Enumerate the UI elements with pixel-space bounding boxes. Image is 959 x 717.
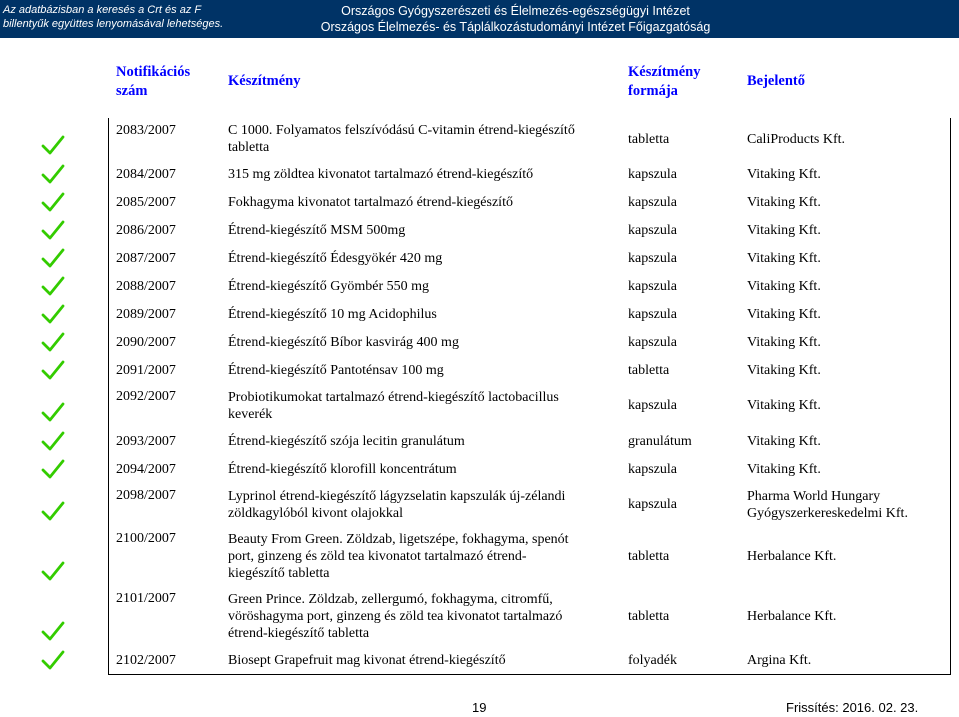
product-name <box>228 461 457 478</box>
table-border <box>950 118 951 674</box>
reporter-name-line: CaliProducts Kft. <box>747 131 845 147</box>
reporter-name <box>747 433 821 450</box>
product-name-line: port, ginzeng és zöld tea kivonatot tartalmazó étrend- <box>228 548 527 564</box>
product-name <box>228 122 575 156</box>
check-icon <box>40 401 66 423</box>
product-name-line: Étrend-kiegészítő Gyömbér 550 mg <box>228 278 430 294</box>
reporter-name-line: Gyógyszerkereskedelmi Kft. <box>747 505 908 521</box>
notification-number: 2090/2007 <box>116 334 176 350</box>
notification-number: 2101/2007 <box>116 591 176 606</box>
product-form: kapszula <box>628 250 677 266</box>
check-icon <box>40 303 66 325</box>
product-name-line: Étrend-kiegészítő MSM 500mg <box>228 222 406 238</box>
product-name-line: Probiotikumokat tartalmazó étrend-kiegészítő lactobacillus <box>228 389 559 405</box>
product-form: tabletta <box>628 362 670 378</box>
product-form: kapszula <box>628 398 677 413</box>
product-name-line: Étrend-kiegészítő szója lecitin granulátum <box>228 433 465 449</box>
product-name-line: 315 mg zöldtea kivonatot tartalmazó étrend-kiegészítő <box>228 166 534 182</box>
check-icon <box>40 219 66 241</box>
notification-number: 2083/2007 <box>116 123 176 138</box>
check-icon <box>40 359 66 381</box>
reporter-name <box>747 166 821 183</box>
notification-number: 2085/2007 <box>116 194 176 210</box>
product-name <box>228 194 513 211</box>
notification-number: 2094/2007 <box>116 461 176 477</box>
product-form: kapszula <box>628 334 677 350</box>
product-name <box>228 250 442 267</box>
product-name-line: C 1000. Folyamatos felszívódású C-vitamin étrend-kiegészítő <box>228 123 575 138</box>
reporter-name <box>747 548 836 565</box>
reporter-name-line: Vitaking Kft. <box>747 194 821 210</box>
check-icon <box>40 247 66 269</box>
product-name-line: tabletta <box>228 140 270 155</box>
reporter-name <box>747 306 821 323</box>
reporter-name <box>747 334 821 351</box>
reporter-name-line: Vitaking Kft. <box>747 222 821 238</box>
reporter-name-line: Vitaking Kft. <box>747 433 821 449</box>
check-icon <box>40 560 66 582</box>
notification-number: 2091/2007 <box>116 362 176 378</box>
product-name-line: étrend-kiegészítő tabletta <box>228 625 370 641</box>
reporter-name <box>747 194 821 211</box>
check-icon <box>40 649 66 671</box>
product-name <box>228 433 465 450</box>
product-name-line: Fokhagyma kivonatot tartalmazó étrend-kiegészítő <box>228 194 513 210</box>
check-icon <box>40 191 66 213</box>
notification-number: 2092/2007 <box>116 389 176 404</box>
notification-number: 2088/2007 <box>116 278 176 294</box>
top-banner <box>0 0 959 38</box>
product-name <box>228 278 429 295</box>
notification-number: 2086/2007 <box>116 222 176 238</box>
product-name-line: Biosept Grapefruit mag kivonat étrend-kiegészítő <box>228 652 506 668</box>
product-name-line: Beauty From Green. Zöldzab, ligetszépe, fokhagyma, spenót <box>228 531 569 547</box>
notification-number: 2087/2007 <box>116 250 176 266</box>
reporter-name <box>747 131 845 148</box>
notification-number: 2084/2007 <box>116 166 176 182</box>
product-name-line: vöröshagyma port, ginzeng és zöld tea kivonatot tartalmazó <box>228 608 563 624</box>
check-icon <box>40 620 66 642</box>
reporter-name <box>747 488 908 522</box>
product-form: granulátum <box>628 433 692 449</box>
product-form: kapszula <box>628 194 677 210</box>
reporter-name-line: Vitaking Kft. <box>747 306 821 322</box>
product-name <box>228 362 444 379</box>
product-name <box>228 306 437 323</box>
notification-number: 2093/2007 <box>116 433 176 449</box>
reporter-name <box>747 461 821 478</box>
product-name-line: keverék <box>228 406 273 422</box>
notification-number: 2089/2007 <box>116 306 176 322</box>
product-name-line: Étrend-kiegészítő Bíbor kasvirág 400 mg <box>228 334 459 350</box>
check-icon <box>40 275 66 297</box>
header-form: Készítmény formája <box>628 64 701 99</box>
product-name <box>228 334 459 351</box>
reporter-name-line: Vitaking Kft. <box>747 461 821 477</box>
reporter-name <box>747 278 821 295</box>
product-form: kapszula <box>628 222 677 238</box>
reporter-name <box>747 250 821 267</box>
reporter-name <box>747 397 821 414</box>
product-name-line: Étrend-kiegészítő Édesgyökér 420 mg <box>228 250 443 266</box>
page-number: 19 <box>472 700 487 715</box>
refresh-date: Frissítés: 2016. 02. 23. <box>786 700 919 715</box>
check-icon <box>40 430 66 452</box>
notification-number: 2098/2007 <box>116 488 176 503</box>
reporter-name-line: Herbalance Kft. <box>747 608 837 624</box>
check-icon <box>40 134 66 156</box>
product-form: kapszula <box>628 306 677 322</box>
reporter-name-line: Vitaking Kft. <box>747 278 821 294</box>
product-form: tabletta <box>628 608 670 624</box>
product-name <box>228 389 559 423</box>
institute-names: Országos Gyógyszerészeti és Élelmezés-egészségügyi Intézet Országos Élelmezés- és Táplálkozástudományi Intézet Főigazgatóság <box>320 4 711 34</box>
product-form: kapszula <box>628 461 677 477</box>
product-form: tabletta <box>628 548 670 564</box>
search-hint: Az adatbázisban a keresés a Crt és az F billentyűk együttes lenyomásával lehetséges. <box>3 4 224 30</box>
notification-number: 2102/2007 <box>116 652 176 668</box>
header-notification-number: Notifikációs szám <box>116 64 191 99</box>
product-name-line: Lyprinol étrend-kiegészítő lágyzselatin kapszulák új-zélandi <box>228 488 566 504</box>
reporter-name <box>747 362 821 379</box>
check-icon <box>40 163 66 185</box>
product-form: kapszula <box>628 166 677 182</box>
check-icon <box>40 500 66 522</box>
product-form: kapszula <box>628 278 677 294</box>
product-name <box>228 652 506 669</box>
product-form: folyadék <box>628 652 677 668</box>
product-name-line: kiegészítő tabletta <box>228 565 330 581</box>
product-name-line: Étrend-kiegészítő 10 mg Acidophilus <box>228 306 437 322</box>
table-border <box>108 674 951 675</box>
product-name <box>228 166 533 183</box>
header-reporter: Bejelentő <box>747 73 805 89</box>
check-icon <box>40 331 66 353</box>
product-form: tabletta <box>628 131 670 147</box>
product-name-line: zöldkagylóból kivont olajokkal <box>228 505 403 521</box>
reporter-name-line: Vitaking Kft. <box>747 362 821 378</box>
product-name <box>228 591 562 642</box>
table-border <box>108 118 109 674</box>
reporter-name-line: Herbalance Kft. <box>747 548 837 564</box>
product-name-line: Étrend-kiegészítő klorofill koncentrátum <box>228 461 457 477</box>
reporter-name-line: Vitaking Kft. <box>747 166 821 182</box>
product-form: kapszula <box>628 497 677 512</box>
product-name <box>228 531 569 582</box>
reporter-name-line: Vitaking Kft. <box>747 398 821 413</box>
reporter-name-line: Vitaking Kft. <box>747 250 821 266</box>
product-name <box>228 222 405 239</box>
reporter-name <box>747 652 811 669</box>
reporter-name-line: Pharma World Hungary <box>747 488 881 504</box>
reporter-name <box>747 222 821 239</box>
notification-number: 2100/2007 <box>116 531 176 546</box>
reporter-name <box>747 608 836 625</box>
reporter-name-line: Argina Kft. <box>747 652 812 668</box>
check-icon <box>40 458 66 480</box>
product-name <box>228 488 565 522</box>
header-product: Készítmény <box>228 73 301 89</box>
reporter-name-line: Vitaking Kft. <box>747 334 821 350</box>
product-name-line: Green Prince. Zöldzab, zellergumó, fokhagyma, citromfű, <box>228 591 553 607</box>
product-name-line: Étrend-kiegészítő Pantoténsav 100 mg <box>228 362 444 378</box>
